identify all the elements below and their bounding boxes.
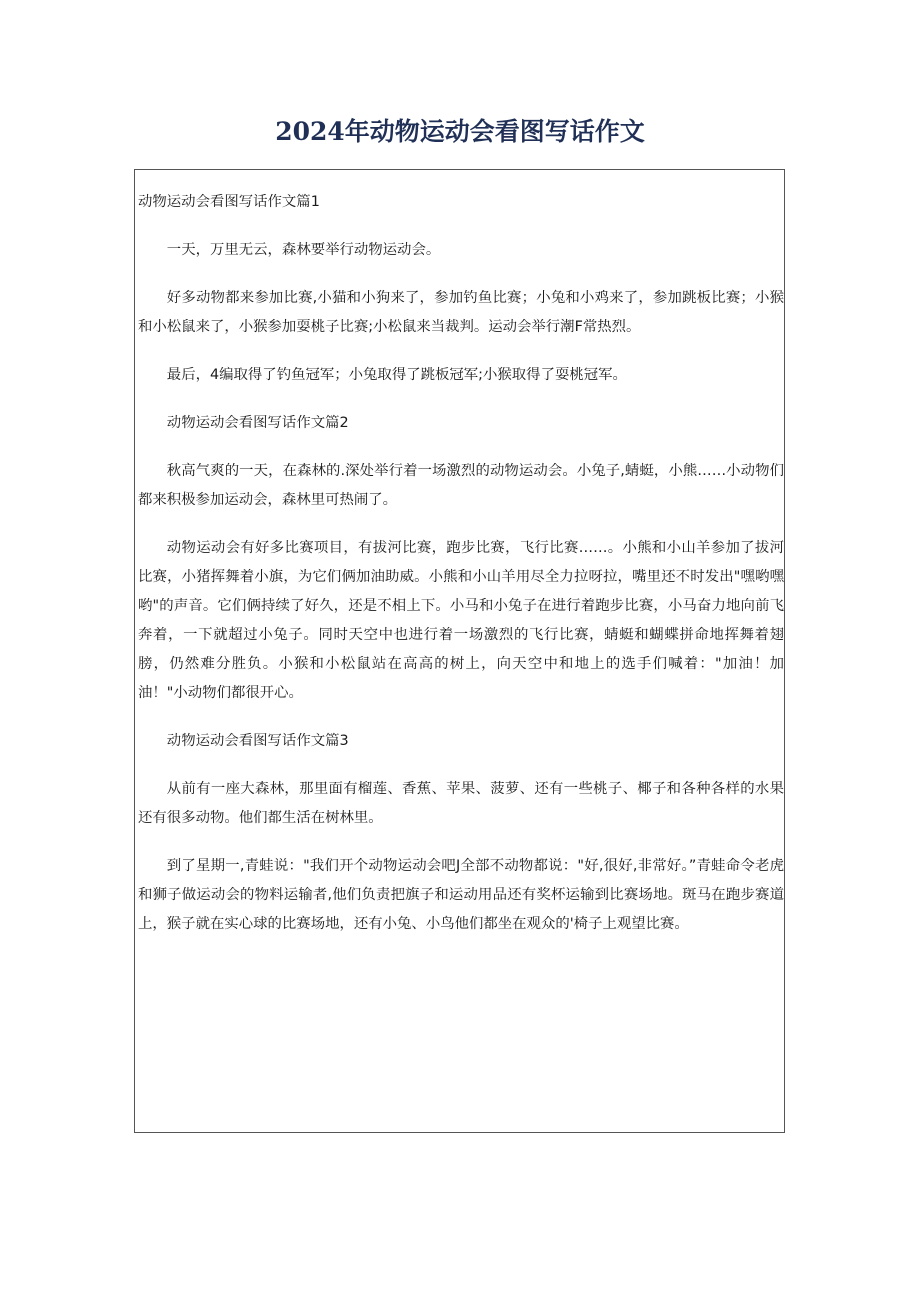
paragraph: 动物运动会有好多比赛项目，有拔河比赛，跑步比赛，飞行比赛……。小熊和小山羊参加了拔河比赛，小猪挥舞着小旗，为它们俩加油助威。小熊和小山羊用尽全力拉呀拉，嘴里还不时发出"嘿哟嘿哟"的声音。它们俩持续了好久，还是不相上下。小马和小兔子在进行着跑步比赛，小马奋力地向前飞奔着，一下就超过小兔子。同时天空中也进行着一场激烈的飞行比赛，蜻蜓和蝴蝶拼命地挥舞着翅膀，仍然难分胜负。小猴和小松鼠站在高高的树上，向天空中和地上的选手们喊着："加油！加油！"小动物们都很开心。 — [138, 540, 784, 701]
paragraph: 从前有一座大森林，那里面有榴莲、香蕉、苹果、菠萝、还有一些桃子、椰子和各种各样的水果还有很多动物。他们都生活在树林里。 — [138, 781, 784, 826]
paragraph: 好多动物都来参加比赛,小猫和小狗来了，参加钓鱼比赛；小兔和小鸡来了，参加跳板比赛；小猴和小松鼠来了，小猴参加耍桃子比赛;小松鼠来当裁判。运动会举行潮F常热烈。 — [138, 290, 784, 335]
text-body — [138, 188, 784, 958]
content-box — [134, 169, 785, 1133]
section-heading-1: 动物运动会看图写话作文篇1 — [138, 194, 320, 210]
document-title: 2024年动物运动会看图写话作文 — [275, 117, 645, 146]
section-heading-3: 动物运动会看图写话作文篇3 — [166, 733, 349, 749]
section-heading-2: 动物运动会看图写话作文篇2 — [166, 415, 349, 431]
paragraph: 最后，4编取得了钓鱼冠军；小兔取得了跳板冠军;小猴取得了耍桃冠军。 — [166, 367, 627, 383]
paragraph: 一天，万里无云，森林要举行动物运动会。 — [166, 242, 441, 258]
paragraph: 到了星期一,青蛙说："我们开个动物运动会吧J全部不动物都说："好,很好,非常好。”青蛙命令老虎和狮子做运动会的物料运输者,他们负责把旗子和运动用品还有奖杯运输到比赛场地。斑马在跑步赛道上，猴子就在实心球的比赛场地，还有小兔、小鸟他们都坐在观众的'椅子上观望比赛。 — [138, 858, 784, 932]
paragraph: 秋高气爽的一天，在森林的.深处举行着一场激烈的动物运动会。小兔子,蜻蜓，小熊……小动物们都来积极参加运动会，森林里可热闹了。 — [138, 463, 784, 508]
